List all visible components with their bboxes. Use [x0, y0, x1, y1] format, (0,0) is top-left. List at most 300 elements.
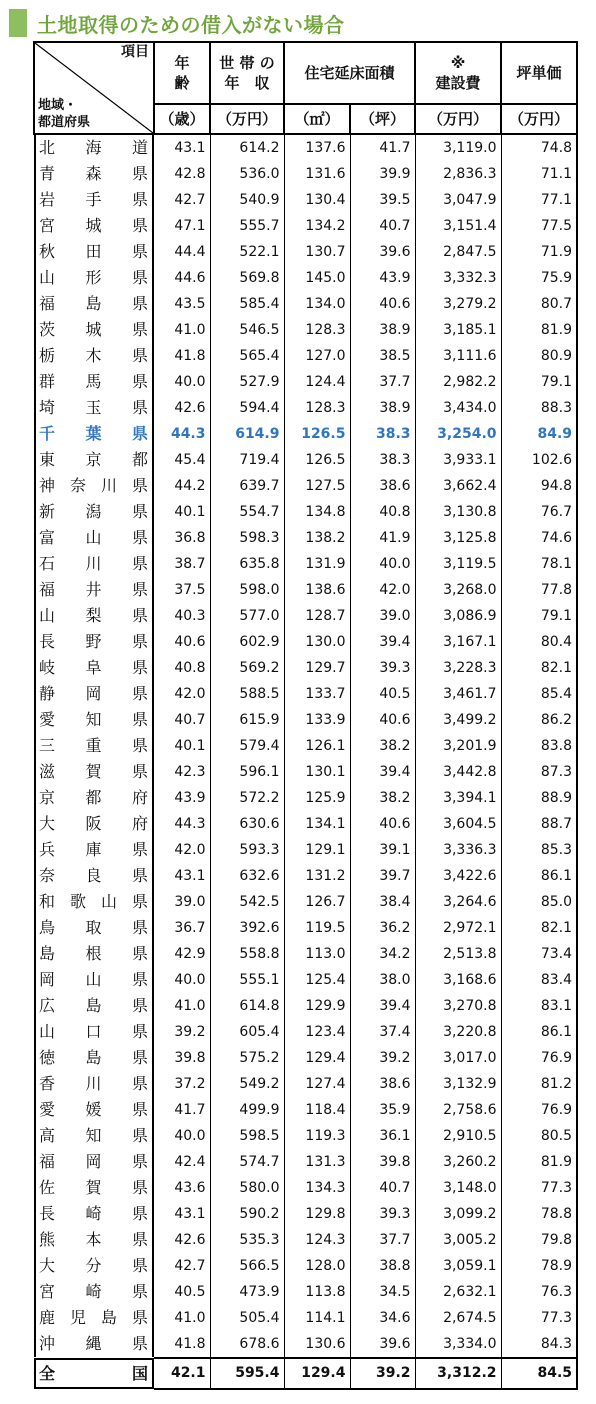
prefecture-name	[34, 993, 154, 1019]
cell-unit-price: 80.9	[501, 343, 577, 369]
prefecture-name	[34, 915, 154, 941]
cell-cost: 3,254.0	[415, 421, 501, 447]
cell-age: 40.6	[174, 634, 206, 650]
cell-cost: 3,312.2	[415, 1358, 501, 1389]
prefecture-char: 鹿	[39, 1308, 56, 1327]
cell-cost: 2,982.2	[415, 369, 501, 395]
cell-sqm: 114.1	[284, 1305, 350, 1331]
cell-age: 41.0	[174, 322, 206, 338]
cell-cost: 3,125.8	[415, 525, 501, 551]
cell-unit-price: 88.7	[501, 811, 577, 837]
prefecture-char: 県	[131, 346, 148, 365]
cell-sqm: 129.8	[284, 1201, 350, 1227]
cell-tsubo: 40.6	[350, 291, 415, 317]
prefecture-char: 梨	[85, 606, 102, 625]
prefecture-char: 川	[85, 1074, 102, 1093]
table-row	[34, 1149, 577, 1175]
cell-tsubo: 40.6	[350, 707, 415, 733]
cell-tsubo: 38.2	[350, 785, 415, 811]
prefecture-char: 奈	[39, 866, 56, 885]
cell-age: 42.1	[154, 1358, 210, 1389]
prefecture-char: 海	[85, 138, 102, 157]
cell-unit-price: 79.8	[501, 1227, 577, 1253]
cell-tsubo: 40.6	[350, 811, 415, 837]
prefecture-char: 新	[39, 502, 56, 521]
prefecture-char: 島	[85, 996, 102, 1015]
cell-income: 569.2	[210, 655, 284, 681]
region-label	[38, 97, 90, 131]
prefecture-char: 県	[131, 476, 148, 495]
prefecture-char: 県	[131, 1022, 148, 1041]
table-row	[34, 187, 577, 213]
cell-tsubo: 34.6	[350, 1305, 415, 1331]
prefecture-char: 川	[85, 554, 102, 573]
cell-sqm: 118.4	[284, 1097, 350, 1123]
cell-cost: 3,270.8	[415, 993, 501, 1019]
table-row	[34, 915, 577, 941]
prefecture-char: 県	[131, 424, 148, 443]
data-table	[33, 41, 578, 1390]
table-row	[34, 1227, 577, 1253]
cell-income: 579.4	[210, 733, 284, 759]
prefecture-char: 秋	[39, 242, 56, 261]
cell-tsubo: 40.0	[350, 551, 415, 577]
cell-sqm: 125.4	[284, 967, 350, 993]
cell-unit-price: 77.3	[501, 1305, 577, 1331]
cell-age: 40.8	[174, 660, 206, 676]
cell-tsubo: 39.4	[350, 993, 415, 1019]
cell-cost: 3,434.0	[415, 395, 501, 421]
cell-tsubo: 39.4	[350, 759, 415, 785]
col-cost-line1: ※	[450, 54, 466, 72]
cell-age: 42.6	[174, 400, 206, 416]
table-row	[34, 213, 577, 239]
cell-income: 473.9	[210, 1279, 284, 1305]
cell-tsubo: 40.8	[350, 499, 415, 525]
cell-income: 635.8	[210, 551, 284, 577]
prefecture-char: 京	[85, 450, 102, 469]
prefecture-char: 県	[131, 398, 148, 417]
cell-cost: 2,836.3	[415, 161, 501, 187]
col-header-income	[210, 42, 284, 104]
prefecture-char: 県	[131, 892, 148, 911]
prefecture-char: 佐	[39, 1178, 56, 1197]
cell-sqm: 128.3	[284, 317, 350, 343]
table-row	[34, 681, 577, 707]
cell-unit-price: 78.1	[501, 551, 577, 577]
prefecture-name	[34, 525, 154, 551]
cell-cost: 3,119.5	[415, 551, 501, 577]
table-row	[34, 577, 577, 603]
cell-income: 554.7	[210, 499, 284, 525]
prefecture-char: 県	[131, 1204, 148, 1223]
table-row	[34, 967, 577, 993]
prefecture-name	[34, 317, 154, 343]
cell-tsubo: 39.2	[350, 1358, 415, 1389]
table-row	[34, 421, 577, 447]
cell-age: 42.0	[174, 842, 206, 858]
prefecture-name	[34, 1253, 154, 1279]
region-label-line2: 都道府県	[38, 115, 91, 130]
cell-age: 42.6	[174, 1232, 206, 1248]
table-row	[34, 265, 577, 291]
cell-age: 43.9	[174, 790, 206, 806]
prefecture-char: 都	[131, 450, 148, 469]
cell-income: 605.4	[210, 1019, 284, 1045]
table-row	[34, 993, 577, 1019]
cell-income: 630.6	[210, 811, 284, 837]
prefecture-name	[34, 655, 154, 681]
prefecture-char: 県	[131, 762, 148, 781]
cell-unit-price: 75.9	[501, 265, 577, 291]
cell-income: 585.4	[210, 291, 284, 317]
table-row	[34, 317, 577, 343]
prefecture-char: 口	[85, 1022, 102, 1041]
prefecture-char: 石	[39, 554, 56, 573]
prefecture-char: 賀	[85, 1178, 102, 1197]
cell-cost: 3,422.6	[415, 863, 501, 889]
table-row	[34, 1331, 577, 1358]
cell-sqm: 134.0	[284, 291, 350, 317]
prefecture-char: 県	[131, 1178, 148, 1197]
cell-age: 36.7	[174, 920, 206, 936]
cell-sqm: 130.1	[284, 759, 350, 785]
cell-cost: 3,167.1	[415, 629, 501, 655]
cell-sqm: 128.0	[284, 1253, 350, 1279]
cell-cost: 3,168.6	[415, 967, 501, 993]
cell-cost: 3,228.3	[415, 655, 501, 681]
prefecture-char: 島	[85, 294, 102, 313]
prefecture-char: 福	[39, 1152, 56, 1171]
prefecture-name	[34, 811, 154, 837]
cell-unit-price: 71.1	[501, 161, 577, 187]
cell-age: 42.0	[174, 686, 206, 702]
prefecture-char: 県	[131, 1048, 148, 1067]
cell-age: 42.3	[174, 764, 206, 780]
cell-unit-price: 85.4	[501, 681, 577, 707]
prefecture-char: 府	[131, 814, 148, 833]
cell-income: 569.8	[210, 265, 284, 291]
cell-sqm: 129.4	[284, 1358, 350, 1389]
cell-sqm: 134.3	[284, 1175, 350, 1201]
cell-age: 44.3	[174, 816, 206, 832]
prefecture-char: 重	[85, 736, 102, 755]
cell-cost: 3,442.8	[415, 759, 501, 785]
cell-income: 602.9	[210, 629, 284, 655]
cell-tsubo: 39.0	[350, 603, 415, 629]
prefecture-char: 山	[39, 268, 56, 287]
prefecture-char: 県	[131, 164, 148, 183]
cell-age: 43.5	[174, 296, 206, 312]
prefecture-char: 鳥	[39, 918, 56, 937]
cell-tsubo: 39.7	[350, 863, 415, 889]
cell-sqm: 131.6	[284, 161, 350, 187]
cell-cost: 3,461.7	[415, 681, 501, 707]
cell-income: 632.6	[210, 863, 284, 889]
cell-sqm: 145.0	[284, 265, 350, 291]
title-bar	[9, 8, 345, 38]
cell-tsubo: 39.4	[350, 629, 415, 655]
cell-tsubo: 34.5	[350, 1279, 415, 1305]
total-row	[34, 1358, 577, 1389]
cell-unit-price: 84.9	[501, 421, 577, 447]
cell-cost: 3,336.3	[415, 837, 501, 863]
cell-sqm: 129.7	[284, 655, 350, 681]
cell-age: 44.2	[174, 478, 206, 494]
item-label: 項目	[121, 44, 149, 60]
prefecture-char: 県	[131, 1282, 148, 1301]
cell-sqm: 134.8	[284, 499, 350, 525]
prefecture-char: 山	[100, 892, 117, 911]
prefecture-char: 岩	[39, 190, 56, 209]
prefecture-char: 県	[131, 840, 148, 859]
cell-unit-price: 81.9	[501, 1149, 577, 1175]
cell-income: 522.1	[210, 239, 284, 265]
prefecture-name	[34, 967, 154, 993]
cell-cost: 3,933.1	[415, 447, 501, 473]
cell-cost: 3,260.2	[415, 1149, 501, 1175]
prefecture-char: 形	[85, 268, 102, 287]
cell-unit-price: 76.9	[501, 1097, 577, 1123]
cell-tsubo: 40.7	[350, 1175, 415, 1201]
prefecture-char: 木	[85, 346, 102, 365]
cell-income: 572.2	[210, 785, 284, 811]
cell-tsubo: 39.2	[350, 1045, 415, 1071]
cell-income: 588.5	[210, 681, 284, 707]
prefecture-char: 岡	[39, 970, 56, 989]
table-row	[34, 707, 577, 733]
table-row	[34, 291, 577, 317]
prefecture-name	[34, 161, 154, 187]
cell-income: 594.4	[210, 395, 284, 421]
prefecture-name	[34, 1097, 154, 1123]
cell-income: 580.0	[210, 1175, 284, 1201]
cell-tsubo: 39.1	[350, 837, 415, 863]
cell-sqm: 127.5	[284, 473, 350, 499]
cell-unit-price: 82.1	[501, 655, 577, 681]
table-header	[34, 42, 577, 134]
col-header-cost	[415, 42, 501, 104]
table-row	[34, 239, 577, 265]
cell-tsubo: 38.3	[350, 421, 415, 447]
table-row	[34, 134, 577, 161]
prefecture-char: 福	[39, 580, 56, 599]
prefecture-char: 徳	[39, 1048, 56, 1067]
cell-income: 598.3	[210, 525, 284, 551]
cell-unit-price: 83.8	[501, 733, 577, 759]
table-row	[34, 1253, 577, 1279]
cell-cost: 3,111.6	[415, 343, 501, 369]
prefecture-char: 野	[85, 632, 102, 651]
cell-age: 40.0	[174, 1128, 206, 1144]
cell-tsubo: 38.2	[350, 733, 415, 759]
unit-cost: （万円）	[415, 104, 501, 134]
prefecture-char: 知	[85, 1126, 102, 1145]
cell-age: 41.7	[174, 1102, 206, 1118]
cell-unit-price: 86.1	[501, 1019, 577, 1045]
cell-unit-price: 80.4	[501, 629, 577, 655]
prefecture-char: 大	[39, 1256, 56, 1275]
cell-age: 44.4	[174, 244, 206, 260]
prefecture-char: 群	[39, 372, 56, 391]
cell-cost: 2,972.1	[415, 915, 501, 941]
cell-sqm: 138.6	[284, 577, 350, 603]
cell-cost: 2,910.5	[415, 1123, 501, 1149]
prefecture-char: 岐	[39, 658, 56, 677]
cell-sqm: 124.3	[284, 1227, 350, 1253]
cell-tsubo: 39.3	[350, 1201, 415, 1227]
prefecture-char: 県	[131, 372, 148, 391]
cell-cost: 2,513.8	[415, 941, 501, 967]
table-row	[34, 551, 577, 577]
table-row	[34, 837, 577, 863]
cell-income: 555.7	[210, 213, 284, 239]
cell-unit-price: 82.1	[501, 915, 577, 941]
cell-cost: 3,148.0	[415, 1175, 501, 1201]
cell-cost: 3,394.1	[415, 785, 501, 811]
cell-unit-price: 94.8	[501, 473, 577, 499]
cell-unit-price: 83.4	[501, 967, 577, 993]
cell-age: 41.0	[174, 998, 206, 1014]
cell-unit-price: 86.1	[501, 863, 577, 889]
table-row	[34, 889, 577, 915]
prefecture-name	[34, 135, 154, 161]
cell-unit-price: 80.7	[501, 291, 577, 317]
prefecture-name	[34, 213, 154, 239]
cell-tsubo: 39.8	[350, 1149, 415, 1175]
prefecture-name	[34, 447, 154, 473]
cell-sqm: 137.6	[284, 134, 350, 161]
unit-income: （万円）	[210, 104, 284, 134]
table-row	[34, 161, 577, 187]
table-row	[34, 473, 577, 499]
cell-unit-price: 74.6	[501, 525, 577, 551]
cell-age: 43.1	[174, 868, 206, 884]
prefecture-char: 山	[39, 606, 56, 625]
prefecture-char: 城	[85, 216, 102, 235]
prefecture-char: 潟	[85, 502, 102, 521]
cell-tsubo: 36.2	[350, 915, 415, 941]
cell-tsubo: 38.9	[350, 317, 415, 343]
cell-unit-price: 76.7	[501, 499, 577, 525]
cell-tsubo: 38.3	[350, 447, 415, 473]
cell-cost: 3,268.0	[415, 577, 501, 603]
cell-age: 40.5	[174, 1284, 206, 1300]
table-body	[34, 134, 577, 1389]
cell-age: 40.7	[174, 712, 206, 728]
cell-income: 527.9	[210, 369, 284, 395]
cell-sqm: 128.3	[284, 395, 350, 421]
prefecture-char: 山	[85, 970, 102, 989]
cell-income: 558.8	[210, 941, 284, 967]
prefecture-name	[34, 785, 154, 811]
cell-unit-price: 73.4	[501, 941, 577, 967]
prefecture-char: 滋	[39, 762, 56, 781]
cell-age: 44.6	[174, 270, 206, 286]
cell-unit-price: 71.9	[501, 239, 577, 265]
prefecture-char: 森	[85, 164, 102, 183]
cell-unit-price: 74.8	[501, 134, 577, 161]
prefecture-name	[34, 1123, 154, 1149]
cell-sqm: 134.2	[284, 213, 350, 239]
cell-unit-price: 102.6	[501, 447, 577, 473]
cell-sqm: 125.9	[284, 785, 350, 811]
cell-income: 392.6	[210, 915, 284, 941]
cell-sqm: 130.4	[284, 187, 350, 213]
unit-tsubo: （坪）	[350, 104, 415, 134]
prefecture-char: 取	[85, 918, 102, 937]
prefecture-char: 栃	[39, 346, 56, 365]
prefecture-char: 県	[131, 736, 148, 755]
cell-tsubo: 39.9	[350, 161, 415, 187]
prefecture-char: 茨	[39, 320, 56, 339]
prefecture-name	[34, 837, 154, 863]
prefecture-name	[34, 291, 154, 317]
prefecture-char: 山	[39, 1022, 56, 1041]
col-income-line1: 世 帯 の	[219, 54, 275, 72]
prefecture-name	[34, 343, 154, 369]
cell-age: 43.1	[174, 140, 206, 156]
prefecture-char: 岡	[85, 1152, 102, 1171]
cell-tsubo: 43.9	[350, 265, 415, 291]
prefecture-char: 福	[39, 294, 56, 313]
table-row	[34, 1071, 577, 1097]
cell-income: 499.9	[210, 1097, 284, 1123]
page-title: 土地取得のための借入がない場合	[37, 12, 345, 37]
cell-age: 40.0	[174, 374, 206, 390]
cell-tsubo: 39.6	[350, 1331, 415, 1358]
prefecture-char: 県	[131, 1256, 148, 1275]
cell-unit-price: 87.3	[501, 759, 577, 785]
prefecture-char: 国	[131, 1364, 148, 1383]
cell-age: 37.2	[174, 1076, 206, 1092]
cell-sqm: 119.3	[284, 1123, 350, 1149]
prefecture-char: 県	[131, 554, 148, 573]
cell-tsubo: 38.6	[350, 473, 415, 499]
prefecture-char: 根	[85, 944, 102, 963]
cell-cost: 3,059.1	[415, 1253, 501, 1279]
cell-unit-price: 78.9	[501, 1253, 577, 1279]
cell-income: 590.2	[210, 1201, 284, 1227]
table-row	[34, 603, 577, 629]
cell-tsubo: 39.6	[350, 239, 415, 265]
prefecture-char: 長	[39, 632, 56, 651]
prefecture-char: 本	[85, 1230, 102, 1249]
prefecture-char: 香	[39, 1074, 56, 1093]
prefecture-char: 青	[39, 164, 56, 183]
prefecture-char: 島	[100, 1308, 117, 1327]
prefecture-char: 賀	[85, 762, 102, 781]
cell-income: 566.5	[210, 1253, 284, 1279]
cell-age: 43.1	[174, 1206, 206, 1222]
cell-tsubo: 39.5	[350, 187, 415, 213]
unit-sqm: （㎡）	[284, 104, 350, 134]
prefecture-char: 県	[131, 918, 148, 937]
prefecture-char: 県	[131, 1230, 148, 1249]
table-row	[34, 1019, 577, 1045]
prefecture-name	[34, 551, 154, 577]
prefecture-char: 富	[39, 528, 56, 547]
prefecture-char: 縄	[85, 1334, 102, 1353]
prefecture-name	[34, 499, 154, 525]
cell-cost: 3,334.0	[415, 1331, 501, 1358]
cell-unit-price: 86.2	[501, 707, 577, 733]
prefecture-name	[34, 1071, 154, 1097]
prefecture-char: 阪	[85, 814, 102, 833]
cell-income: 639.7	[210, 473, 284, 499]
prefecture-name	[34, 863, 154, 889]
cell-age: 39.8	[174, 1050, 206, 1066]
